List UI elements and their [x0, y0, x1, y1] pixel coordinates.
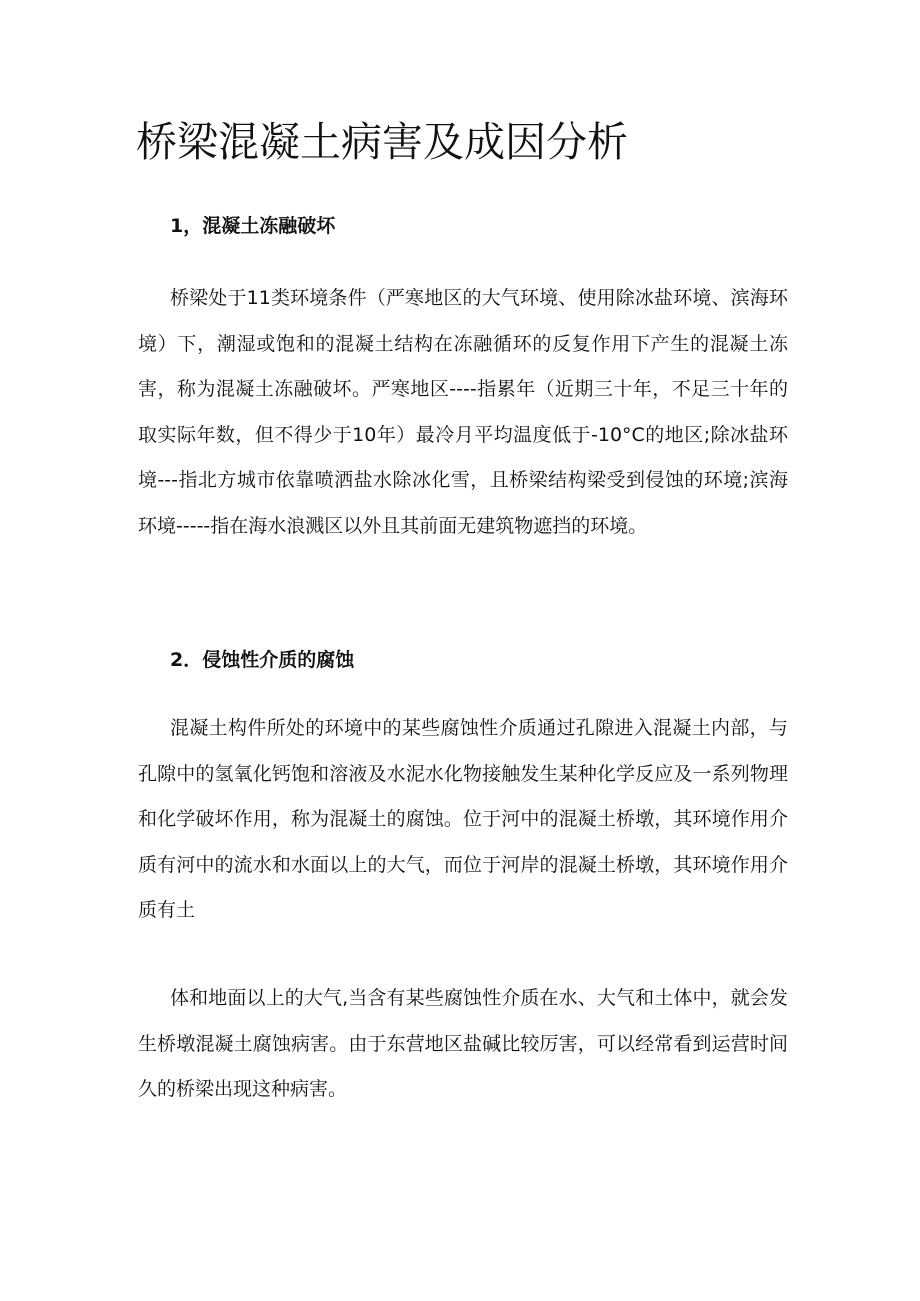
page-title: 桥梁混凝土病害及成因分析 [136, 118, 628, 166]
section-heading-freeze-thaw: 1，混凝土冻融破坏 [170, 215, 336, 237]
paragraph-corrosion-1: 混凝土构件所处的环境中的某些腐蚀性介质通过孔隙进入混凝土内部，与孔隙中的氢氧化钙饱和溶液及水泥水化物接触发生某种化学反应及一系列物理和化学破坏作用，称为混凝土的腐蚀。位于河中的混凝土桥墩，其环境作用介质有河中的流水和水面以上的大气，而位于河岸的混凝土桥墩，其环境作用介质有土 [138, 717, 788, 921]
paragraph-corrosion-2: 体和地面以上的大气,当含有某些腐蚀性介质在水、大气和土体中，就会发生桥墩混凝土腐蚀病害。由于东营地区盐碱比较厉害，可以经常看到运营时间久的桥梁出现这种病害。 [138, 987, 788, 1100]
paragraph-freeze-thaw: 桥梁处于11类环境条件（严寒地区的大气环境、使用除冰盐环境、滨海环境）下，潮湿或饱和的混凝土结构在冻融循环的反复作用下产生的混凝土冻害，称为混凝土冻融破坏。严寒地区----指累年（近期三十年，不足三十年的取实际年数，但不得少于10年）最冷月平均温度低于-10°C的地区;除冰盐环境---指北方城市依靠喷洒盐水除冰化雪，且桥梁结构梁受到侵蚀的环境;滨海环境-----指在海水浪溅区以外且其前面无建筑物遮挡的环境。 [138, 287, 788, 537]
section-heading-corrosion: 2．侵蚀性介质的腐蚀 [170, 649, 355, 671]
